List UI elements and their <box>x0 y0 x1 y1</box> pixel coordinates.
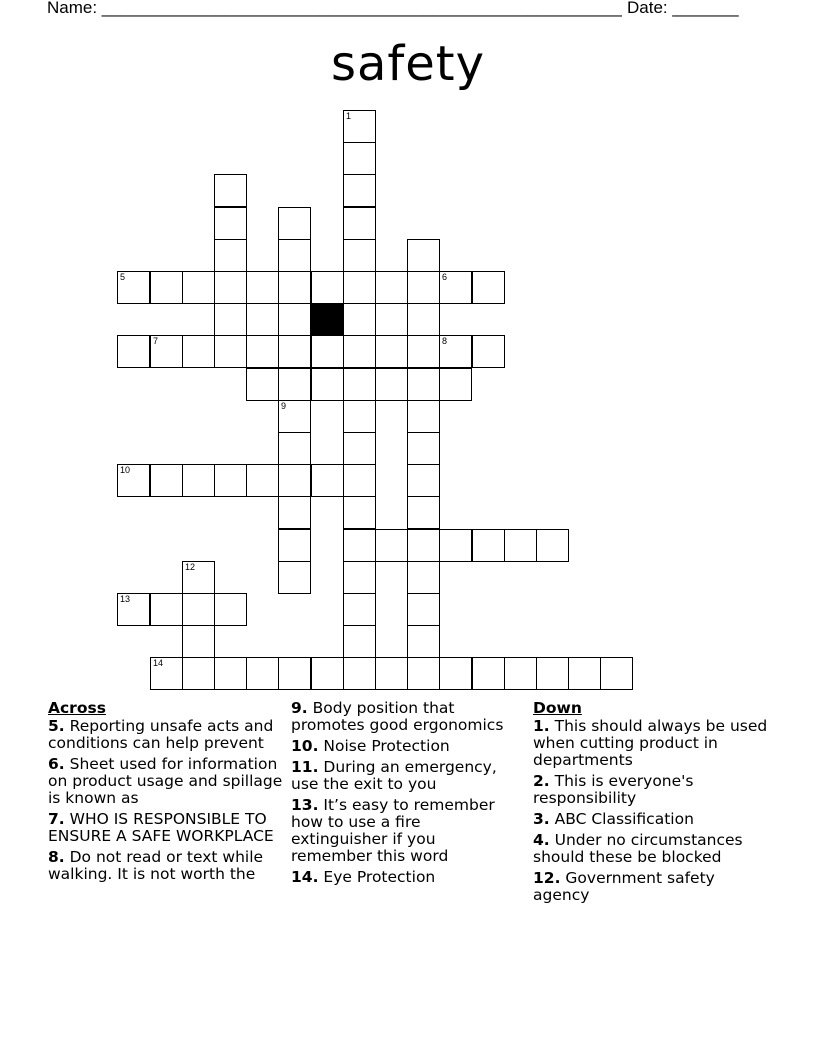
grid-cell[interactable] <box>182 335 215 368</box>
grid-cell[interactable] <box>504 529 537 562</box>
clue-number: 8. <box>48 848 65 866</box>
grid-cell[interactable] <box>439 368 472 401</box>
clue-number: 12. <box>533 869 561 887</box>
grid-cell[interactable] <box>568 657 601 690</box>
grid-cell[interactable] <box>407 561 440 594</box>
grid-cell[interactable] <box>214 239 247 272</box>
clue-across-10 <box>291 738 521 755</box>
grid-cell[interactable] <box>343 207 376 240</box>
cell-number: 9 <box>281 401 287 411</box>
grid-cell[interactable] <box>343 496 376 529</box>
clue-across-14 <box>291 869 521 886</box>
clue-text: Do not read or text while walking. It is not worth the <box>48 848 264 883</box>
grid-cell[interactable] <box>536 529 569 562</box>
clue-number: 2. <box>533 772 550 790</box>
grid-cell[interactable] <box>311 368 344 401</box>
grid-cell[interactable] <box>150 271 183 304</box>
clue-across-8 <box>48 849 284 883</box>
clue-across-11 <box>291 759 521 793</box>
cell-number: 8 <box>442 336 448 346</box>
grid-cell[interactable] <box>600 657 633 690</box>
clue-number: 13. <box>291 796 319 814</box>
grid-cell[interactable] <box>311 464 344 497</box>
cell-number: 7 <box>153 336 159 346</box>
grid-cell[interactable] <box>214 174 247 207</box>
grid-cell[interactable] <box>117 464 150 497</box>
grid-cell[interactable] <box>343 400 376 433</box>
grid-cell[interactable] <box>439 529 472 562</box>
clue-number: 4. <box>533 831 550 849</box>
grid-cell[interactable] <box>182 561 215 594</box>
grid-cell[interactable] <box>343 368 376 401</box>
grid-cell[interactable] <box>343 657 376 690</box>
clue-down-12 <box>533 870 773 904</box>
grid-cell[interactable] <box>439 271 472 304</box>
grid-cell[interactable] <box>472 657 505 690</box>
clue-across-5 <box>48 718 284 752</box>
across-heading: Across <box>48 699 106 717</box>
grid-cell[interactable] <box>214 271 247 304</box>
grid-cell[interactable] <box>214 303 247 336</box>
grid-cell[interactable] <box>182 271 215 304</box>
grid-cell[interactable] <box>278 464 311 497</box>
grid-cell[interactable] <box>278 239 311 272</box>
clue-text: Under no circumstances should these be blocked <box>533 831 743 866</box>
clue-down-1 <box>533 718 773 769</box>
grid-cell[interactable] <box>407 432 440 465</box>
clue-across-7 <box>48 811 284 845</box>
grid-cell[interactable] <box>407 657 440 690</box>
clue-number: 14. <box>291 868 319 886</box>
clue-text: Eye Protection <box>323 868 436 886</box>
grid-cell[interactable] <box>343 174 376 207</box>
clue-text: During an emergency, use the exit to you <box>291 758 497 793</box>
clue-across-9 <box>291 700 521 734</box>
grid-cell[interactable] <box>407 368 440 401</box>
grid-cell[interactable] <box>150 335 183 368</box>
grid-cell[interactable] <box>439 657 472 690</box>
grid-cell[interactable] <box>278 335 311 368</box>
clue-number: 3. <box>533 810 550 828</box>
grid-cell[interactable] <box>375 271 408 304</box>
grid-cell[interactable] <box>343 561 376 594</box>
grid-cell[interactable] <box>407 496 440 529</box>
clue-number: 7. <box>48 810 65 828</box>
grid-cell[interactable] <box>407 625 440 658</box>
cell-number: 6 <box>442 272 448 282</box>
grid-cell[interactable] <box>278 303 311 336</box>
grid-cell[interactable] <box>182 625 215 658</box>
grid-cell[interactable] <box>150 464 183 497</box>
clue-across-13 <box>291 797 521 865</box>
grid-cell[interactable] <box>278 400 311 433</box>
grid-cell[interactable] <box>214 207 247 240</box>
grid-cell[interactable] <box>407 335 440 368</box>
grid-cell[interactable] <box>343 142 376 175</box>
name-field-label: Name: _______________________________________________________ <box>47 0 622 17</box>
clue-text: Government safety agency <box>533 869 715 904</box>
cell-number: 13 <box>120 594 131 604</box>
clue-text: Reporting unsafe acts and conditions can help prevent <box>48 717 274 752</box>
grid-cell[interactable] <box>214 593 247 626</box>
clue-text: WHO IS RESPONSIBLE TO ENSURE A SAFE WORKPLACE <box>48 810 274 845</box>
clue-number: 5. <box>48 717 65 735</box>
grid-cell[interactable] <box>246 271 279 304</box>
grid-cell[interactable] <box>375 529 408 562</box>
clue-down-3 <box>533 811 773 828</box>
cell-number: 14 <box>153 658 164 668</box>
grid-cell[interactable] <box>343 432 376 465</box>
grid-cell[interactable] <box>472 529 505 562</box>
grid-cell[interactable] <box>407 464 440 497</box>
grid-cell[interactable] <box>117 593 150 626</box>
blocked-cell <box>311 303 344 336</box>
clues-column-right <box>533 700 773 908</box>
grid-cell[interactable] <box>343 110 376 143</box>
grid-cell[interactable] <box>407 529 440 562</box>
grid-cell[interactable] <box>343 271 376 304</box>
clue-text: Sheet used for information on product usage and spillage is known as <box>48 755 283 807</box>
down-heading: Down <box>533 699 582 717</box>
grid-cell[interactable] <box>278 432 311 465</box>
grid-cell[interactable] <box>117 271 150 304</box>
grid-cell[interactable] <box>407 271 440 304</box>
grid-cell[interactable] <box>214 335 247 368</box>
grid-cell[interactable] <box>407 303 440 336</box>
clue-text: Body position that promotes good ergonomics <box>291 699 504 734</box>
grid-cell[interactable] <box>343 239 376 272</box>
grid-cell[interactable] <box>472 335 505 368</box>
clue-text: It’s easy to remember how to use a fire extinguisher if you remember this word <box>291 796 495 865</box>
clue-number: 6. <box>48 755 65 773</box>
grid-cell[interactable] <box>311 657 344 690</box>
clue-across-6 <box>48 756 284 807</box>
grid-cell[interactable] <box>472 271 505 304</box>
grid-cell[interactable] <box>182 464 215 497</box>
grid-cell[interactable] <box>246 657 279 690</box>
grid-cell[interactable] <box>343 464 376 497</box>
grid-cell[interactable] <box>278 561 311 594</box>
clue-number: 1. <box>533 717 550 735</box>
grid-cell[interactable] <box>343 335 376 368</box>
grid-cell[interactable] <box>182 657 215 690</box>
grid-cell[interactable] <box>375 335 408 368</box>
grid-cell[interactable] <box>182 593 215 626</box>
grid-cell[interactable] <box>150 657 183 690</box>
grid-cell[interactable] <box>375 368 408 401</box>
grid-cell[interactable] <box>407 239 440 272</box>
grid-cell[interactable] <box>278 271 311 304</box>
grid-cell[interactable] <box>343 529 376 562</box>
grid-cell[interactable] <box>504 657 537 690</box>
clue-text: This is everyone's responsibility <box>533 772 694 807</box>
grid-cell[interactable] <box>278 207 311 240</box>
grid-cell[interactable] <box>214 657 247 690</box>
date-field-label: Date: _______ <box>627 0 739 17</box>
grid-cell[interactable] <box>439 335 472 368</box>
clue-text: Noise Protection <box>323 737 450 755</box>
grid-cell[interactable] <box>407 400 440 433</box>
grid-cell[interactable] <box>311 335 344 368</box>
clues-column-left <box>48 700 284 887</box>
clue-down-2 <box>533 773 773 807</box>
clue-text: This should always be used when cutting product in departments <box>533 717 768 769</box>
grid-cell[interactable] <box>246 335 279 368</box>
grid-cell[interactable] <box>278 657 311 690</box>
clue-number: 11. <box>291 758 319 776</box>
grid-cell[interactable] <box>343 593 376 626</box>
grid-cell[interactable] <box>150 593 183 626</box>
cell-number: 5 <box>120 272 126 282</box>
cell-number: 1 <box>346 111 352 121</box>
grid-cell[interactable] <box>246 464 279 497</box>
cell-number: 10 <box>120 465 131 475</box>
grid-cell[interactable] <box>536 657 569 690</box>
grid-cell[interactable] <box>278 368 311 401</box>
grid-cell[interactable] <box>375 657 408 690</box>
grid-cell[interactable] <box>278 496 311 529</box>
grid-cell[interactable] <box>214 464 247 497</box>
page-title: safety <box>330 36 486 92</box>
cell-number: 12 <box>185 562 196 572</box>
grid-cell[interactable] <box>117 335 150 368</box>
clue-number: 10. <box>291 737 319 755</box>
grid-cell[interactable] <box>343 303 376 336</box>
clue-text: ABC Classification <box>554 810 694 828</box>
grid-cell[interactable] <box>407 593 440 626</box>
clue-number: 9. <box>291 699 308 717</box>
clues-column-middle <box>291 700 521 890</box>
grid-cell[interactable] <box>246 368 279 401</box>
grid-cell[interactable] <box>311 271 344 304</box>
clue-down-4 <box>533 832 773 866</box>
grid-cell[interactable] <box>343 625 376 658</box>
grid-cell[interactable] <box>278 529 311 562</box>
